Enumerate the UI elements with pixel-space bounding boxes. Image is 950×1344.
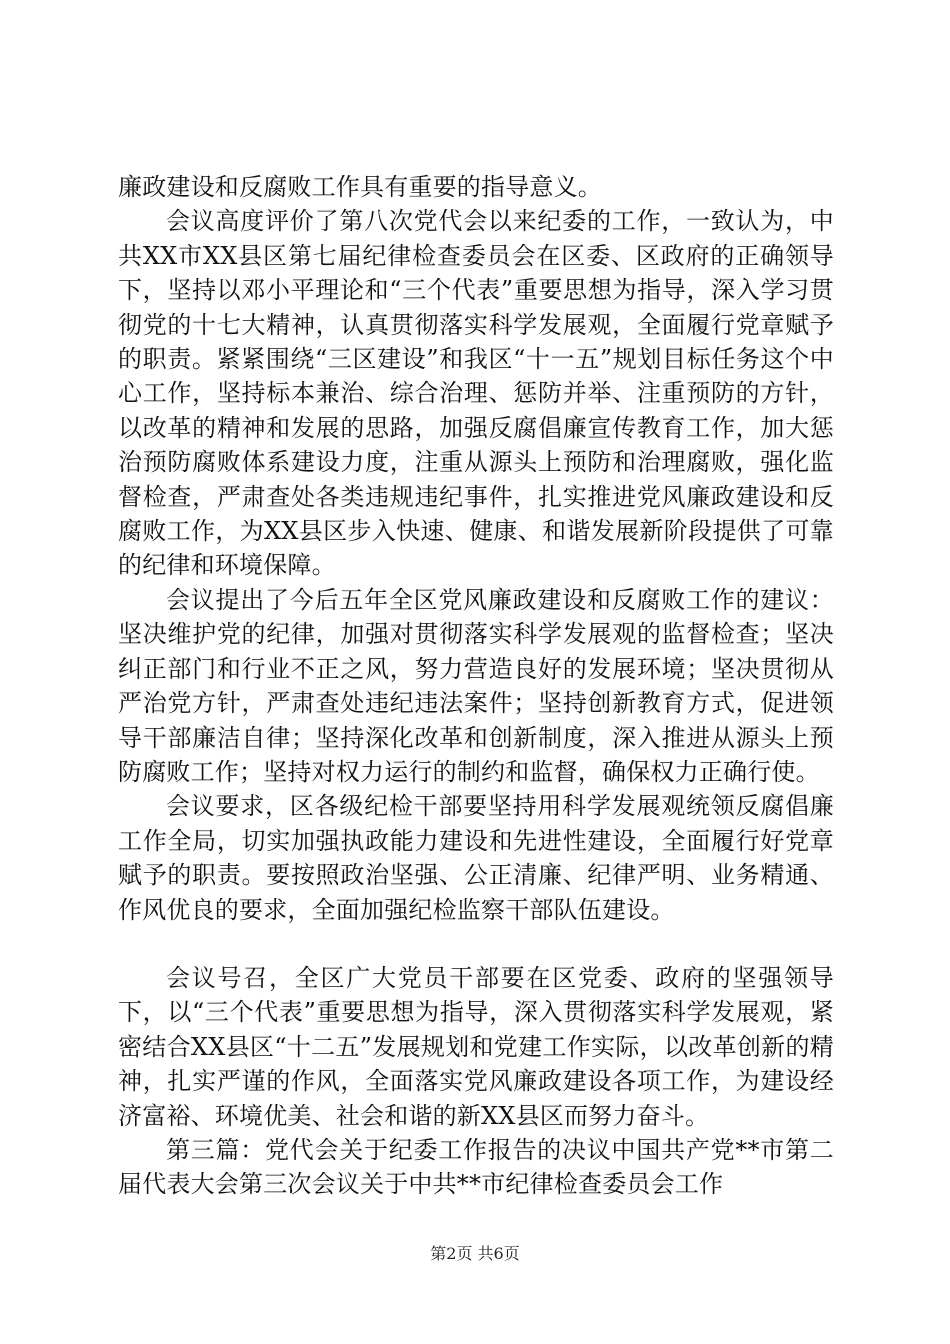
paragraph-proposals: 会议提出了今后五年全区党风廉政建设和反腐败工作的建议：坚决维护党的纪律，加强对贯彻落实科学发展观的监督检查；坚决纠正部门和行业不正之风，努力营造良好的发展环境；坚决贯彻从严治党方针，严肃查处违纪违法案件；坚持创新教育方式，促进领导干部廉洁自律；坚持深化改革和创新制度，深入推进从源头上预防腐败工作；坚持对权力运行的制约和监督，确保权力正确行使。: [118, 585, 834, 786]
paragraph-continuation: 廉政建设和反腐败工作具有重要的指导意义。: [118, 173, 602, 201]
paragraph-evaluation: 会议高度评价了第八次党代会以来纪委的工作，一致认为，中共XX市XX县区第七届纪律检查委员会在区委、区政府的正确领导下，坚持以邓小平理论和“三个代表”重要思想为指导，深入学习贯彻党的十七大精神，认真贯彻落实科学发展观，全面履行党章赋予的职责。紧紧围绕“三区建设”和我区“十一五”规划目标任务这个中心工作，坚持标本兼治、综合治理、惩防并举、注重预防的方针，以改革的精神和发展的思路，加强反腐倡廉宣传教育工作，加大惩治预防腐败体系建设力度，注重从源头上预防和治理腐败，强化监督检查，严肃查处各类违规违纪事件，扎实推进党风廉政建设和反腐败工作，为XX县区步入快速、健康、和谐发展新阶段提供了可靠的纪律和环境保障。: [118, 207, 834, 580]
page-number-footer: 第2页 共6页: [430, 1244, 520, 1263]
paragraph-requirements: 会议要求，区各级纪检干部要坚持用科学发展观统领反腐倡廉工作全局，切实加强执政能力建设和先进性建设，全面履行好党章赋予的职责。要按照政治坚强、公正清廉、纪律严明、业务精通、作风优良的要求，全面加强纪检监察干部队伍建设。: [118, 792, 834, 924]
document-page: [118, 170, 834, 1202]
paragraph-part-three: 第三篇：党代会关于纪委工作报告的决议中国共产党**市第二届代表大会第三次会议关于中共**市纪律检查委员会工作: [118, 1135, 834, 1199]
paragraph-call: 会议号召，全区广大党员干部要在区党委、政府的坚强领导下，以“三个代表”重要思想为指导，深入贯彻落实科学发展观，紧密结合XX县区“十二五”发展规划和党建工作实际，以改革创新的精神，扎实严谨的作风，全面落实党风廉政建设各项工作，为建设经济富裕、环境优美、社会和谐的新XX县区而努力奋斗。: [118, 963, 834, 1130]
